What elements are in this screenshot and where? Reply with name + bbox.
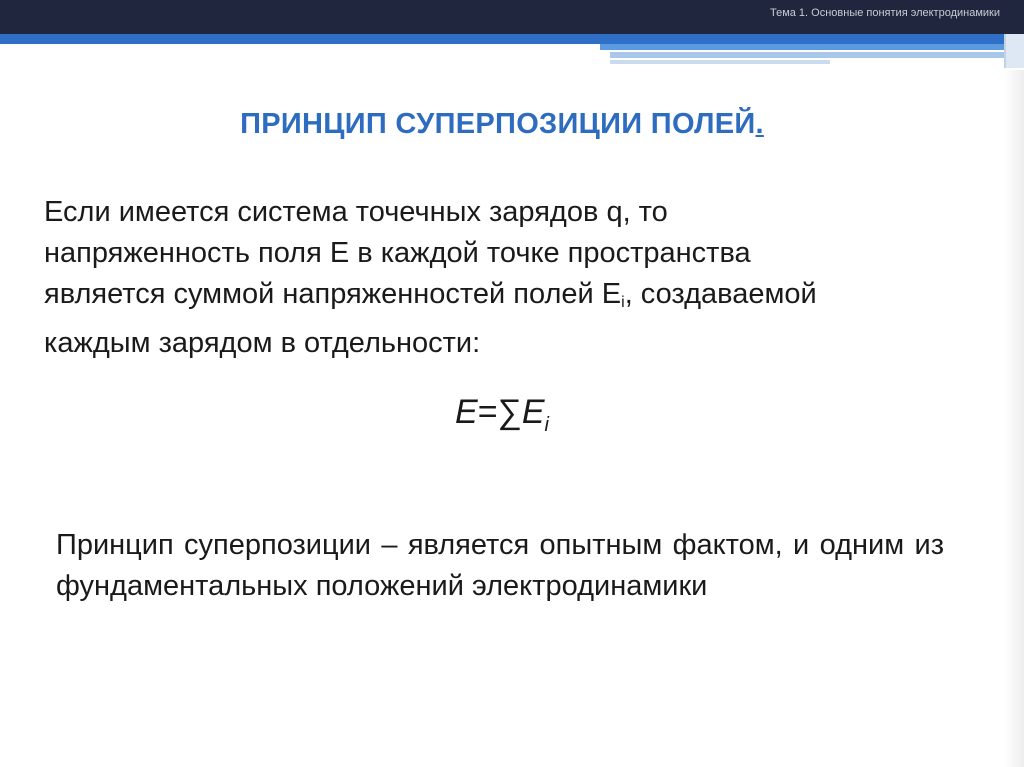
right-edge-shadow bbox=[1004, 70, 1024, 767]
topic-label: Тема 1. Основные понятия электродинамики bbox=[769, 7, 1000, 19]
principle-statement: Принцип суперпозиции – является опытным фактом, и одним из фундаментальных положений электродинамики bbox=[56, 529, 944, 602]
definition-paragraph bbox=[44, 192, 974, 364]
definition-line-1: Если имеется система точечных зарядов q, то bbox=[44, 196, 668, 228]
definition-line-2: напряженность поля E в каждой точке пространства bbox=[44, 237, 751, 269]
formula-lhs: E bbox=[455, 393, 478, 431]
formula-operator: =∑ bbox=[477, 393, 522, 431]
header-accent-line-secondary bbox=[600, 44, 1024, 50]
slide-title bbox=[0, 108, 1004, 141]
right-corner-accent bbox=[1004, 34, 1024, 68]
definition-line-3 bbox=[44, 274, 974, 323]
superposition-formula bbox=[0, 393, 1004, 437]
definition-line-3-tail: , создаваемой bbox=[624, 278, 817, 310]
slide-title-dot: . bbox=[755, 108, 764, 140]
header-accent-line-pale bbox=[610, 60, 830, 64]
header-accent-line-light bbox=[610, 52, 1024, 58]
formula-rhs: E bbox=[521, 393, 545, 431]
subscript-i: i bbox=[621, 294, 625, 311]
definition-line-4: каждым зарядом в отдельности: bbox=[44, 327, 481, 359]
header-accent-line bbox=[0, 34, 1008, 44]
definition-line-3-text: является суммой напряженностей полей E bbox=[44, 278, 622, 310]
slide-title-text: ПРИНЦИП СУПЕРПОЗИЦИИ ПОЛЕЙ bbox=[240, 108, 756, 140]
formula-rhs-subscript: i bbox=[544, 414, 549, 436]
